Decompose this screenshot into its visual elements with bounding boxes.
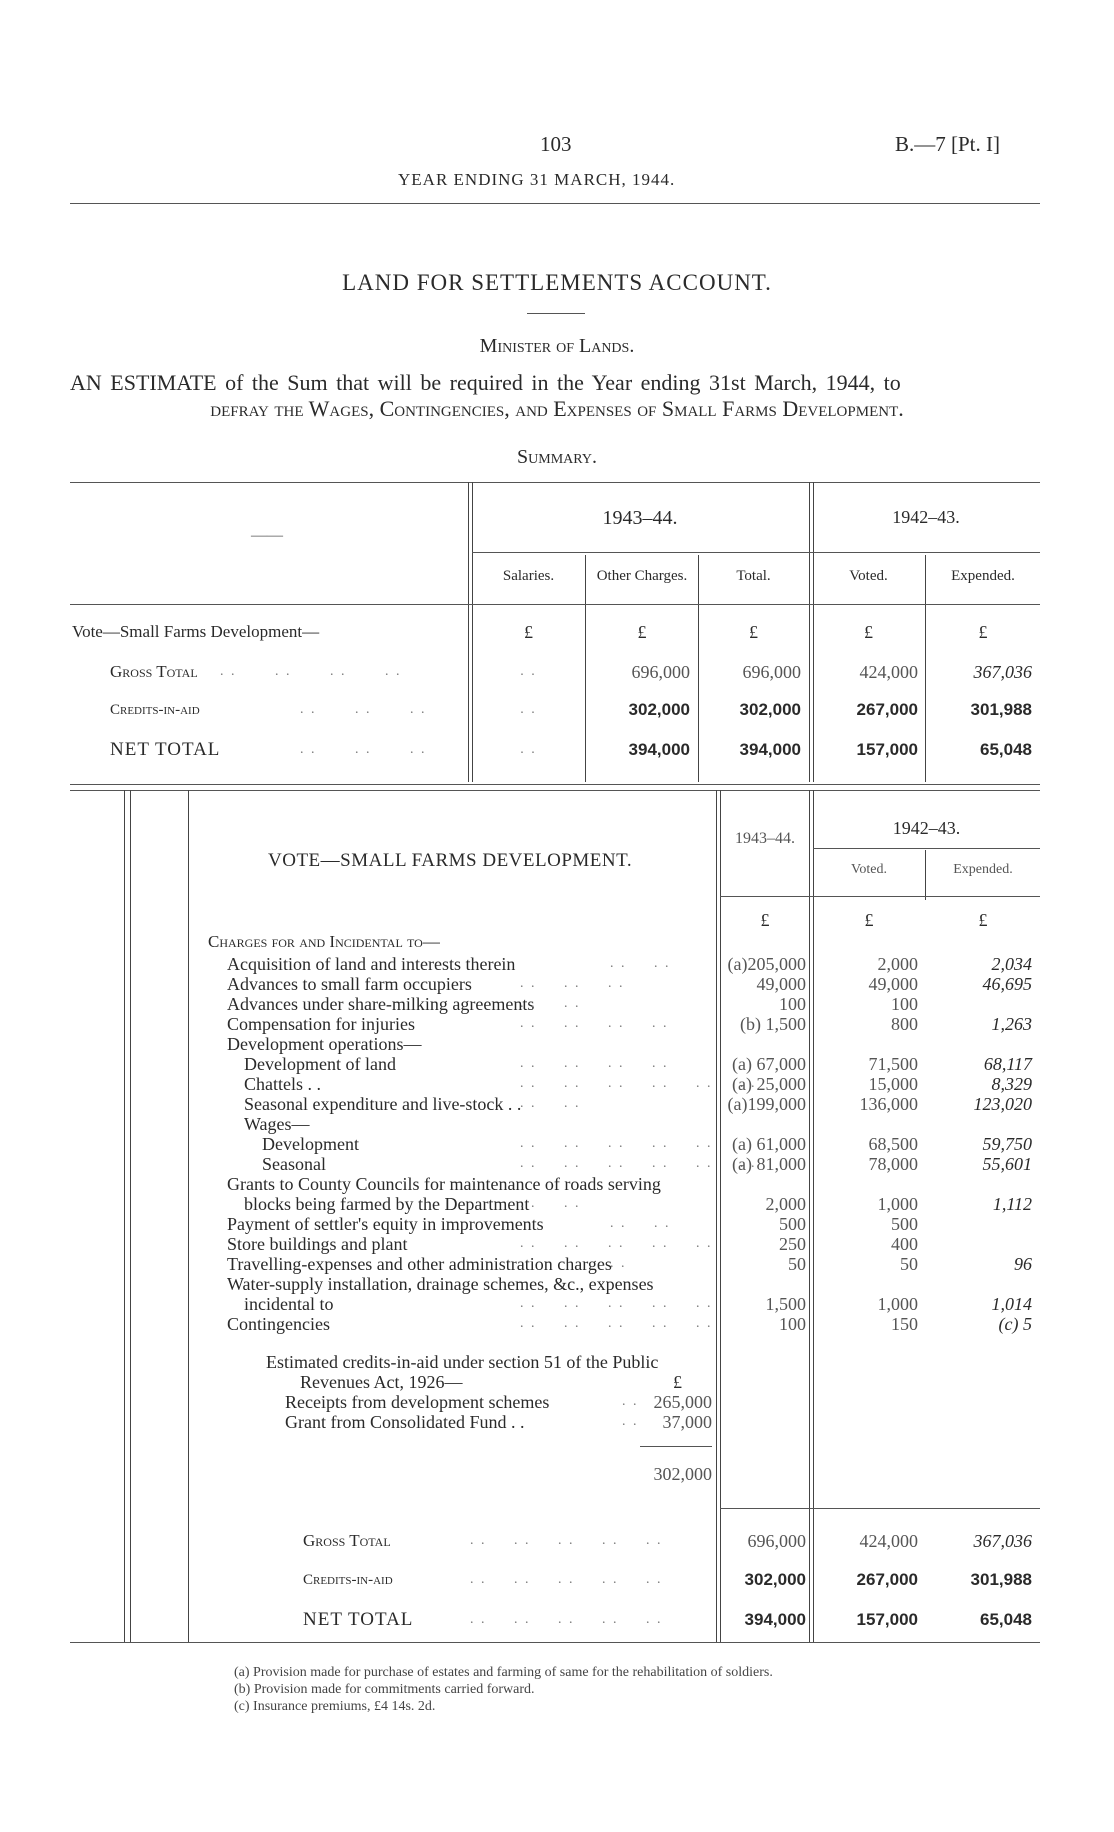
summary-vote-label: Vote—Small Farms Development— xyxy=(72,622,320,641)
summary-gross-total: 696,000 xyxy=(742,662,801,682)
detail-item-voted: 49,000 xyxy=(868,974,918,994)
detail-item-voted: 400 xyxy=(891,1234,918,1254)
summary-pound-other: £ xyxy=(637,622,647,642)
detail-item-dots: . . . . . . . . . . xyxy=(520,1296,713,1311)
credits-total: 302,000 xyxy=(653,1464,712,1484)
detail-item-current: (b) 1,500 xyxy=(740,1014,806,1034)
credits-receipts-dots: . . xyxy=(622,1394,639,1409)
detail-item-current: 500 xyxy=(779,1214,806,1234)
col-voted: Voted. xyxy=(849,568,888,584)
detail-item-label: Wages— xyxy=(244,1114,310,1134)
summary-credits-expended: 301,988 xyxy=(970,700,1032,719)
summary-credits-total: 302,000 xyxy=(739,700,801,719)
detail-credits-voted: 267,000 xyxy=(856,1570,918,1589)
summary-gross-other: 696,000 xyxy=(631,662,690,682)
detail-item-voted: 100 xyxy=(891,994,918,1014)
detail-item-expended: 1,014 xyxy=(991,1294,1032,1314)
detail-credits-dots: . . . . . . . . . . xyxy=(470,1572,663,1587)
detail-credits-current: 302,000 xyxy=(744,1570,806,1589)
detail-margin-line-1 xyxy=(124,790,125,1642)
detail-item-label: Seasonal xyxy=(262,1154,326,1174)
detail-item-expended: 46,695 xyxy=(982,974,1032,994)
detail-item-dots: . . . . . . . . xyxy=(520,1056,669,1071)
col-expended: Expended. xyxy=(951,568,1015,584)
detail-item-current: (a)199,000 xyxy=(727,1094,806,1114)
detail-item-voted: 500 xyxy=(891,1214,918,1234)
detail-net-dots: . . . . . . . . . . xyxy=(470,1612,663,1627)
detail-item-voted: 150 xyxy=(891,1314,918,1334)
summary-pound-expended: £ xyxy=(978,622,988,642)
detail-top-rule xyxy=(70,790,1040,791)
summary-net-voted: 157,000 xyxy=(856,740,918,759)
credits-pound: £ xyxy=(673,1372,682,1392)
detail-vote-title: VOTE—SMALL FARMS DEVELOPMENT. xyxy=(268,850,633,871)
document-reference: B.—7 [Pt. I] xyxy=(895,132,1000,156)
summary-credits-dots: . . . . . . xyxy=(300,702,427,717)
detail-year-current: 1943–44. xyxy=(735,830,795,847)
detail-item-dots: . . . . xyxy=(610,1216,671,1231)
detail-item-voted: 71,500 xyxy=(868,1054,918,1074)
detail-item-current: 1,500 xyxy=(765,1294,806,1314)
detail-net-label: NET TOTAL xyxy=(303,1609,414,1630)
detail-item-current: (a) 67,000 xyxy=(732,1054,806,1074)
estimate-line-1: AN ESTIMATE of the Sum that will be required in the Year ending 31st March, 1944, to xyxy=(70,370,901,395)
credits-grant-label: Grant from Consolidated Fund . . xyxy=(285,1412,525,1432)
year-line: YEAR ENDING 31 MARCH, 1944. xyxy=(398,170,676,189)
footnote-a: (a) Provision made for purchase of estates and farming of same for the rehabilitation of soldiers. xyxy=(234,1665,773,1680)
detail-net-voted: 157,000 xyxy=(856,1610,918,1629)
minister-line: Minister of Lands. xyxy=(479,335,635,357)
credits-line-1: Estimated credits-in-aid under section 51 of the Public xyxy=(266,1352,659,1372)
summary-credits-salaries: . . xyxy=(520,702,537,717)
summary-top-rule xyxy=(70,482,1040,483)
detail-item-dots: . . xyxy=(610,1256,627,1271)
detail-item-label: Chattels . . xyxy=(244,1074,321,1094)
detail-item-label: Acquisition of land and interests therein xyxy=(227,954,516,974)
summary-header-bottom-rule xyxy=(70,604,1040,605)
detail-item-expended: 123,020 xyxy=(973,1094,1032,1114)
detail-header-bottom-rule xyxy=(720,896,1040,897)
detail-item-voted: 68,500 xyxy=(868,1134,918,1154)
detail-item-voted: 136,000 xyxy=(859,1094,918,1114)
detail-item-label: Store buildings and plant xyxy=(227,1234,408,1254)
detail-item-expended: 59,750 xyxy=(982,1134,1032,1154)
charges-heading: Charges for and Incidental to— xyxy=(208,932,440,951)
detail-col-voted: Voted. xyxy=(851,862,887,877)
summary-subheader-rule xyxy=(472,552,1040,553)
detail-item-label: Advances to small farm occupiers xyxy=(227,974,472,994)
summary-gross-dots: . . . . . . . . xyxy=(220,664,402,679)
col-salaries: Salaries. xyxy=(502,568,555,584)
detail-item-current: 100 xyxy=(779,1314,806,1334)
credits-receipts-label: Receipts from development schemes xyxy=(285,1392,550,1412)
detail-gross-expended: 367,036 xyxy=(973,1531,1032,1551)
footnote-b: (b) Provision made for commitments carried forward. xyxy=(234,1682,535,1697)
detail-item-label: Development xyxy=(262,1134,359,1154)
credits-line-2: Revenues Act, 1926— xyxy=(300,1372,463,1392)
detail-item-dots: . . . . . . . . xyxy=(520,1016,669,1031)
detail-item-dots: . . . . . . . . . . . . xyxy=(520,1156,757,1171)
detail-margin-line-2 xyxy=(130,790,131,1642)
detail-item-label: Payment of settler's equity in improvements xyxy=(227,1214,544,1234)
detail-item-dots: . . . . . . . . . . xyxy=(520,1236,713,1251)
detail-item-current: 49,000 xyxy=(756,974,806,994)
summary-blank-dash: —— xyxy=(251,527,283,544)
credits-receipts-value: 265,000 xyxy=(653,1392,712,1412)
summary-gross-voted: 424,000 xyxy=(859,662,918,682)
detail-item-label: incidental to xyxy=(244,1294,334,1314)
detail-net-current: 394,000 xyxy=(744,1610,806,1629)
summary-credits-label: Credits-in-aid xyxy=(110,702,200,718)
detail-year-previous: 1942–43. xyxy=(892,818,961,838)
title-short-rule xyxy=(527,313,585,314)
detail-gross-voted: 424,000 xyxy=(859,1531,918,1551)
col-total: Total. xyxy=(736,568,771,584)
header-rule xyxy=(70,203,1040,204)
detail-item-dots: . . . . xyxy=(520,996,581,1011)
detail-item-label: Grants to County Councils for maintenance of roads serving xyxy=(227,1174,661,1194)
detail-item-current: (a) 81,000 xyxy=(732,1154,806,1174)
col-other-charges: Other Charges. xyxy=(596,568,688,584)
detail-col-expended: Expended. xyxy=(953,862,1013,877)
summary-pound-salaries: £ xyxy=(524,622,533,642)
detail-margin-line-3 xyxy=(188,790,189,1642)
summary-net-total: 394,000 xyxy=(739,740,801,759)
summary-gross-expended: 367,036 xyxy=(973,662,1032,682)
detail-item-current: 2,000 xyxy=(765,1194,806,1214)
summary-bottom-rule xyxy=(70,784,1040,785)
detail-gross-dots: . . . . . . . . . . xyxy=(470,1533,663,1548)
credits-grant-value: 37,000 xyxy=(662,1412,712,1432)
detail-pound-expended: £ xyxy=(978,910,988,930)
detail-pound-current: £ xyxy=(760,910,770,930)
detail-item-current: (a) 25,000 xyxy=(732,1074,806,1094)
detail-item-label: Advances under share-milking agreements xyxy=(227,994,535,1014)
detail-pound-voted: £ xyxy=(864,910,874,930)
detail-item-expended: 2,034 xyxy=(991,954,1032,974)
detail-gross-label: Gross Total xyxy=(303,1531,391,1550)
detail-item-expended: 96 xyxy=(1014,1254,1032,1274)
detail-item-label: Contingencies xyxy=(227,1314,330,1334)
summary-credits-voted: 267,000 xyxy=(856,700,918,719)
detail-item-current: (a) 61,000 xyxy=(732,1134,806,1154)
detail-item-expended: (c) 5 xyxy=(998,1314,1032,1334)
detail-item-expended: 68,117 xyxy=(983,1054,1032,1074)
credits-sum-rule xyxy=(640,1446,712,1447)
detail-item-current: 50 xyxy=(788,1254,806,1274)
detail-credits-label: Credits-in-aid xyxy=(303,1572,393,1588)
detail-item-voted: 50 xyxy=(900,1254,918,1274)
summary-net-dots: . . . . . . xyxy=(300,742,427,757)
page-number: 103 xyxy=(540,132,572,156)
detail-item-label: Development operations— xyxy=(227,1034,422,1054)
detail-item-voted: 1,000 xyxy=(877,1194,918,1214)
detail-item-expended: 8,329 xyxy=(991,1074,1032,1094)
summary-year-current: 1943–44. xyxy=(602,507,678,529)
detail-item-label: Seasonal expenditure and live-stock . . xyxy=(244,1094,522,1114)
detail-item-dots: . . . . . . . . . . xyxy=(520,1316,713,1331)
detail-item-voted: 800 xyxy=(891,1014,918,1034)
detail-bottom-rule xyxy=(70,1642,1040,1643)
detail-item-label: Water-supply installation, drainage schemes, &c., expenses xyxy=(227,1274,654,1294)
summary-year-previous: 1942–43. xyxy=(892,507,960,527)
detail-item-voted: 2,000 xyxy=(877,954,918,974)
detail-item-current: 250 xyxy=(779,1234,806,1254)
detail-item-current: (a)205,000 xyxy=(727,954,806,974)
summary-pound-voted: £ xyxy=(864,622,873,642)
detail-item-dots: . . . . . . . . . . . . xyxy=(520,1076,757,1091)
detail-item-dots: . . . . . . . . . . xyxy=(520,1136,713,1151)
summary-gross-label: Gross Total xyxy=(110,662,198,681)
summary-credits-other: 302,000 xyxy=(628,700,690,719)
summary-heading: Summary. xyxy=(517,446,597,468)
footnote-c: (c) Insurance premiums, £4 14s. 2d. xyxy=(234,1699,436,1714)
summary-net-label: NET TOTAL xyxy=(110,739,221,760)
detail-item-label: Travelling-expenses and other administration charges xyxy=(227,1254,612,1274)
detail-item-current: 100 xyxy=(779,994,806,1014)
credits-grant-dots: . . xyxy=(622,1414,639,1429)
summary-net-expended: 65,048 xyxy=(980,740,1032,759)
summary-pound-total: £ xyxy=(749,622,758,642)
detail-item-voted: 78,000 xyxy=(868,1154,918,1174)
detail-subheader-rule xyxy=(813,848,1040,849)
detail-item-dots: . . . . xyxy=(610,956,671,971)
detail-item-label: Development of land xyxy=(244,1054,396,1074)
detail-item-label: blocks being farmed by the Department xyxy=(244,1194,530,1214)
account-title: LAND FOR SETTLEMENTS ACCOUNT. xyxy=(342,270,772,295)
detail-item-expended: 55,601 xyxy=(982,1154,1032,1174)
detail-item-expended: 1,112 xyxy=(992,1194,1032,1214)
detail-item-dots: . . . . xyxy=(520,1096,581,1111)
detail-gross-current: 696,000 xyxy=(747,1531,806,1551)
detail-totals-top-rule xyxy=(720,1508,1040,1509)
detail-item-dots: . . . . xyxy=(520,1196,581,1211)
summary-net-other: 394,000 xyxy=(628,740,690,759)
summary-net-salaries: . . xyxy=(520,742,537,757)
summary-gross-salaries: . . xyxy=(520,664,537,679)
detail-item-label: Compensation for injuries xyxy=(227,1014,415,1034)
detail-credits-expended: 301,988 xyxy=(970,1570,1032,1589)
detail-item-expended: 1,263 xyxy=(991,1014,1032,1034)
detail-item-voted: 1,000 xyxy=(877,1294,918,1314)
estimate-line-2: defray the Wages, Contingencies, and Expenses of Small Farms Development. xyxy=(210,396,904,421)
detail-item-dots: . . . . . . xyxy=(520,976,625,991)
detail-net-expended: 65,048 xyxy=(980,1610,1032,1629)
detail-item-voted: 15,000 xyxy=(868,1074,918,1094)
